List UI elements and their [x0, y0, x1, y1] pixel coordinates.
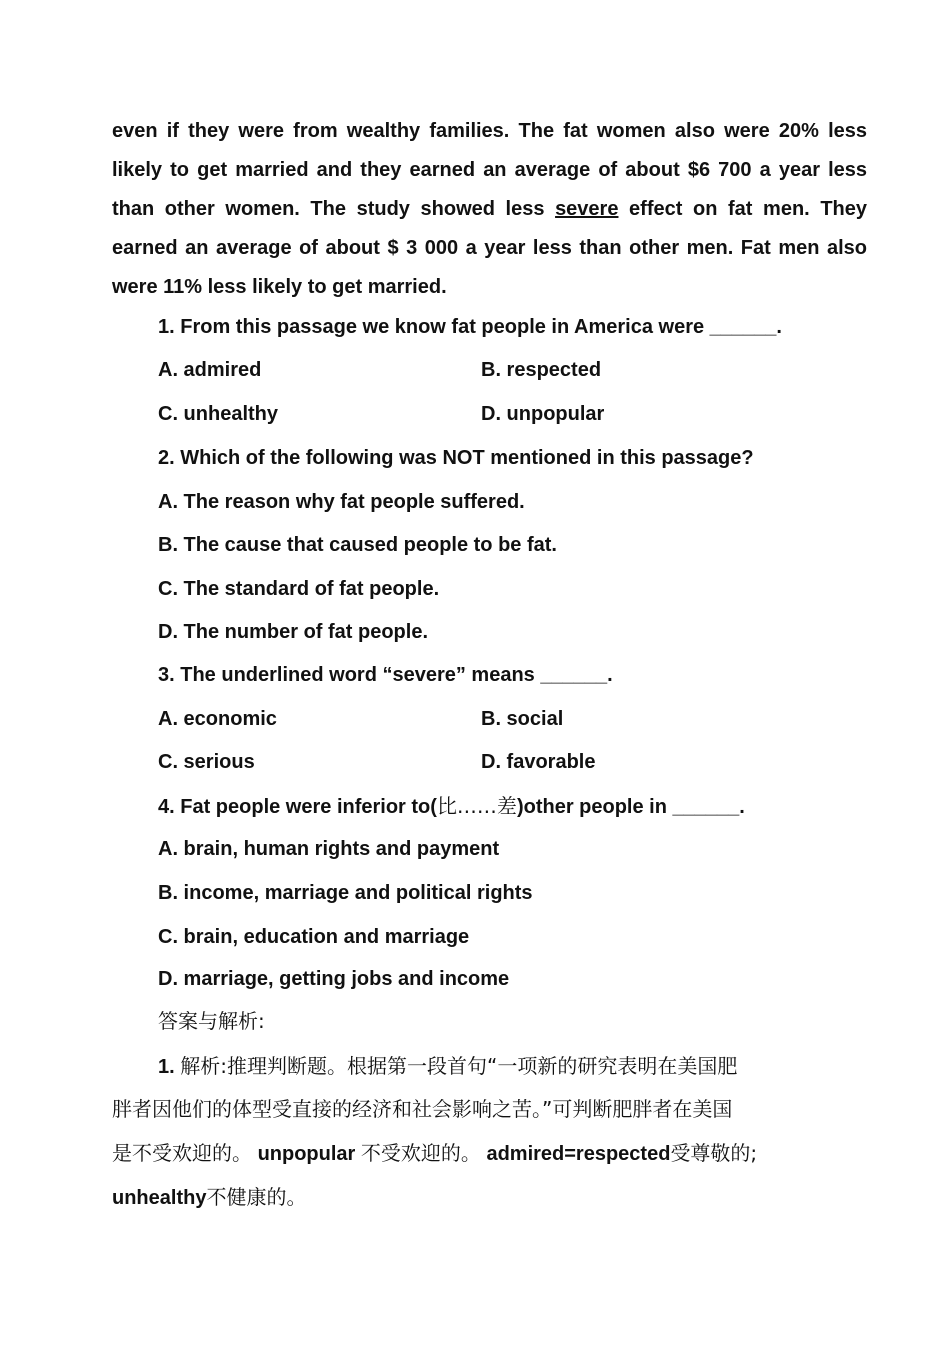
question-1-stem: 1. From this passage we know fat people in America were ______. [158, 316, 782, 338]
answer-1-line-3-words-admired-respected: admired=respected [486, 1143, 671, 1165]
answer-1-text-line-1: 解析:推理判断题。根据第一段首句“一项新的研究表明在美国肥 [180, 1054, 738, 1078]
answer-1-line-4-word-unhealthy: unhealthy [112, 1187, 207, 1209]
passage-line-4: earned an average of about $ 3 000 a year less than other men. Fat men also [112, 237, 867, 259]
question-3-option-d: D. favorable [481, 751, 596, 773]
answer-1-number: 1. [158, 1056, 175, 1078]
question-3-option-c: C. serious [158, 751, 255, 773]
passage-line-5: were 11% less likely to get married. [112, 276, 447, 298]
question-4-option-a: A. brain, human rights and payment [158, 838, 500, 860]
question-3-option-b: B. social [481, 708, 564, 730]
answer-1-line-3-part-c: 不受欢迎的。 [360, 1141, 481, 1165]
passage-line-3-after: effect on fat men. They [618, 198, 867, 220]
answer-1-line-4-part-b: 不健康的。 [206, 1185, 307, 1209]
underlined-word: severe [555, 198, 619, 220]
passage-line-3 [112, 196, 867, 222]
answer-1-text-line-4 [112, 1184, 306, 1211]
question-4-option-c: C. brain, education and marriage [158, 926, 470, 948]
question-2-option-c: C. The standard of fat people. [158, 578, 440, 600]
answer-heading: 答案与解析: [158, 1009, 265, 1033]
question-3-stem: 3. The underlined word “severe” means ______. [158, 664, 613, 686]
question-2-option-b: B. The cause that caused people to be fat. [158, 534, 557, 556]
question-4-stem-after: )other people in ______. [516, 796, 745, 818]
answer-1-line-3-part-a: 是不受欢迎的。 [112, 1141, 252, 1165]
question-1-option-a: A. admired [158, 359, 262, 381]
question-2-option-d: D. The number of fat people. [158, 621, 429, 643]
answer-1-line-3-word-unpopular: unpopular [257, 1143, 356, 1165]
answer-1-text-line-3 [112, 1140, 757, 1167]
passage-line-2: likely to get married and they earned an average of about $6 700 a year less [112, 159, 867, 181]
question-2-option-a: A. The reason why fat people suffered. [158, 491, 525, 513]
answer-1-text-line-2: 胖者因他们的体型受直接的经济和社会影响之苦。”可判断肥胖者在美国 [112, 1097, 733, 1121]
question-4-option-b: B. income, marriage and political rights [158, 882, 533, 904]
passage-line-3-before: than other women. The study showed less [112, 198, 556, 220]
question-4-stem-before: 4. Fat people were inferior to( [158, 796, 437, 818]
question-1-option-b: B. respected [481, 359, 602, 381]
question-2-stem: 2. Which of the following was NOT mentioned in this passage? [158, 447, 754, 469]
question-4-option-d: D. marriage, getting jobs and income [158, 968, 510, 990]
question-1-option-c: C. unhealthy [158, 403, 279, 425]
passage-line-1: even if they were from wealthy families. The fat women also were 20% less [112, 120, 867, 142]
question-3-option-a: A. economic [158, 708, 277, 730]
question-4-stem-chinese: 比……差 [436, 794, 517, 818]
answer-1-line-3-part-e: 受尊敬的; [670, 1141, 758, 1165]
answer-1-first-line [158, 1053, 737, 1080]
question-4-stem [158, 793, 745, 820]
question-1-option-d: D. unpopular [481, 403, 605, 425]
